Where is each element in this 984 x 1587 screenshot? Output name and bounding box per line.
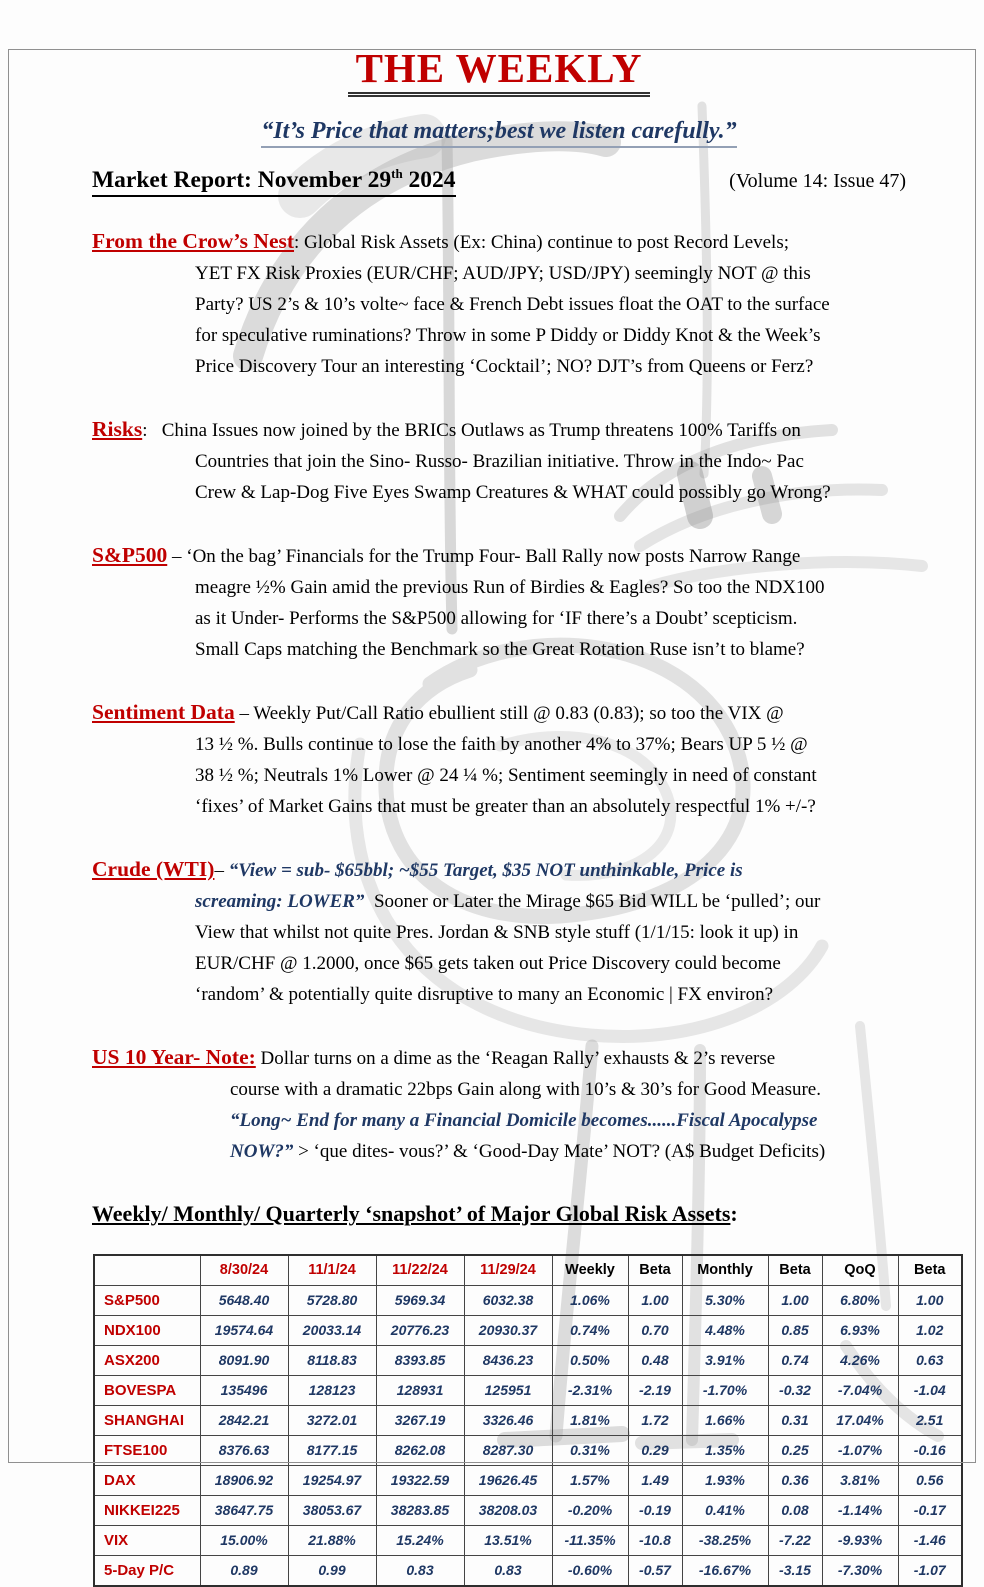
table-cell: 5728.80 (288, 1285, 376, 1315)
table-cell: -0.60% (552, 1555, 628, 1586)
body-text: course with a dramatic 22bps Gain along with 10’s & 30’s for Good Measure. (230, 1078, 821, 1100)
report-heading-ordinal: th (391, 166, 403, 181)
table-title-text: Weekly/ Monthly/ Quarterly ‘snapshot’ of Major Global Risk Assets (92, 1200, 731, 1226)
table-cell: 0.74% (552, 1315, 628, 1345)
table-cell: 0.31 (768, 1405, 822, 1435)
body-text: 38 ½ %; Neutrals 1% Lower @ 24 ¼ %; Sentiment seemingly in need of constant (195, 764, 817, 786)
row-label: NIKKEI225 (94, 1495, 200, 1525)
column-header: 11/22/24 (376, 1255, 464, 1286)
text-line (230, 1105, 906, 1136)
table-cell: -0.17 (898, 1495, 962, 1525)
table-cell: -0.19 (628, 1495, 682, 1525)
table-cell: 128123 (288, 1375, 376, 1405)
table-head (94, 1255, 962, 1286)
table-cell: -1.04 (898, 1375, 962, 1405)
body-text: : Global Risk Assets (Ex: China) continue to post Record Levels; (294, 231, 790, 253)
body-text: for speculative ruminations? Throw in some P Diddy or Diddy Knot & the Week’s (195, 324, 821, 346)
body-text: 13 ½ %. Bulls continue to lose the faith by another 4% to 37%; Bears UP 5 ½ @ (195, 733, 808, 755)
table-cell: -7.22 (768, 1525, 822, 1555)
table-cell: 0.50% (552, 1345, 628, 1375)
table-cell: -2.31% (552, 1375, 628, 1405)
text-line (195, 572, 906, 603)
quote-text: screaming: LOWER” (195, 890, 365, 912)
table-cell: 3326.46 (464, 1405, 552, 1435)
table-cell: 38647.75 (200, 1495, 288, 1525)
table-row (94, 1375, 962, 1405)
row-label: BOVESPA (94, 1375, 200, 1405)
row-label: VIX (94, 1525, 200, 1555)
table-cell: 5648.40 (200, 1285, 288, 1315)
text-line (195, 760, 906, 791)
newsletter-page (0, 44, 984, 1587)
table-cell: 15.24% (376, 1525, 464, 1555)
table-cell: 5969.34 (376, 1285, 464, 1315)
column-header: Beta (768, 1255, 822, 1286)
row-label: ASX200 (94, 1345, 200, 1375)
table-cell: -9.93% (822, 1525, 898, 1555)
table-cell: 20776.23 (376, 1315, 464, 1345)
table-cell: 1.66% (682, 1405, 768, 1435)
body-text: – (214, 859, 229, 881)
table-cell: 4.26% (822, 1345, 898, 1375)
table-cell: 6.93% (822, 1315, 898, 1345)
table-cell: 0.48 (628, 1345, 682, 1375)
text-line (195, 351, 906, 382)
table-cell: 19574.64 (200, 1315, 288, 1345)
section-crows-nest (92, 226, 906, 382)
table-cell: -38.25% (682, 1525, 768, 1555)
section-heading: From the Crow’s Nest (92, 228, 295, 253)
section-heading: US 10 Year- Note: (92, 1044, 256, 1069)
column-header: Beta (898, 1255, 962, 1286)
column-header: QoQ (822, 1255, 898, 1286)
table-cell: 0.70 (628, 1315, 682, 1345)
table-cell: 135496 (200, 1375, 288, 1405)
row-label: 5-Day P/C (94, 1555, 200, 1586)
table-cell: 38208.03 (464, 1495, 552, 1525)
text-line (195, 446, 906, 477)
table-row (94, 1285, 962, 1315)
table-row (94, 1555, 962, 1586)
volume-label: (Volume 14: Issue 47) (729, 169, 906, 192)
table-cell: 8436.23 (464, 1345, 552, 1375)
table-cell: 38053.67 (288, 1495, 376, 1525)
quote-text: “View = sub- $65bbl; ~$55 Target, $35 NOT unthinkable, Price is (228, 859, 743, 881)
snapshot-table (93, 1254, 963, 1587)
table-cell: 19322.59 (376, 1465, 464, 1495)
body-text: as it Under- Performs the S&P500 allowing for ‘IF there’s a Doubt’ scepticism. (195, 607, 798, 629)
table-row (94, 1495, 962, 1525)
table-cell: 6032.38 (464, 1285, 552, 1315)
table-cell: -1.07 (898, 1555, 962, 1586)
table-cell: 0.74 (768, 1345, 822, 1375)
table-cell: 21.88% (288, 1525, 376, 1555)
table-cell: 8287.30 (464, 1435, 552, 1465)
table-cell: 38283.85 (376, 1495, 464, 1525)
table-cell: 1.00 (628, 1285, 682, 1315)
table-cell: 1.93% (682, 1465, 768, 1495)
table-cell: -11.35% (552, 1525, 628, 1555)
table-cell: 1.00 (898, 1285, 962, 1315)
table-cell: 19254.97 (288, 1465, 376, 1495)
body-text: – Weekly Put/Call Ratio ebullient still @ 0.83 (0.83); so too the VIX @ (234, 702, 784, 724)
table-cell: -7.30% (822, 1555, 898, 1586)
body-text: Dollar turns on a dime as the ‘Reagan Rally’ exhausts & 2’s reverse (255, 1047, 776, 1069)
section-crude (92, 854, 906, 1010)
table-cell: 0.63 (898, 1345, 962, 1375)
table-cell: -3.15 (768, 1555, 822, 1586)
table-body (94, 1285, 962, 1586)
column-header: Beta (628, 1255, 682, 1286)
text-line (92, 226, 906, 258)
body-text: Small Caps matching the Benchmark so the Great Rotation Ruse isn’t to blame? (195, 638, 805, 660)
section-heading: Crude (WTI) (92, 856, 215, 881)
body-text: Party? US 2’s & 10’s volte~ face & French Debt issues float the OAT to the surface (195, 293, 830, 315)
table-cell: 8262.08 (376, 1435, 464, 1465)
text-line (195, 979, 906, 1010)
table-cell: 8393.85 (376, 1345, 464, 1375)
table-row (94, 1405, 962, 1435)
table-cell: 0.85 (768, 1315, 822, 1345)
body-text: : China Issues now joined by the BRICs Outlaws as Trump threatens 100% Tariffs on (142, 419, 801, 441)
table-cell: 0.56 (898, 1465, 962, 1495)
report-heading-year: 2024 (402, 166, 456, 193)
body-text: Crew & Lap-Dog Five Eyes Swamp Creatures & WHAT could possibly go Wrong? (195, 481, 831, 503)
table-cell: -2.19 (628, 1375, 682, 1405)
table-cell: 4.48% (682, 1315, 768, 1345)
table-cell: 8118.83 (288, 1345, 376, 1375)
column-header: 11/1/24 (288, 1255, 376, 1286)
table-cell: 0.08 (768, 1495, 822, 1525)
table-cell: 8177.15 (288, 1435, 376, 1465)
text-line (92, 1042, 906, 1074)
body-text: meagre ½% Gain amid the previous Run of Birdies & Eagles? So too the NDX100 (195, 576, 825, 598)
table-title (92, 1201, 906, 1227)
row-label: SHANGHAI (94, 1405, 200, 1435)
tagline-row (92, 118, 906, 145)
table-cell: 18906.92 (200, 1465, 288, 1495)
table-cell: 1.57% (552, 1465, 628, 1495)
row-label: FTSE100 (94, 1435, 200, 1465)
sections (92, 226, 906, 1167)
table-cell: 1.35% (682, 1435, 768, 1465)
table-cell: 13.51% (464, 1525, 552, 1555)
text-line (195, 948, 906, 979)
report-heading-text: Market Report: November 29 (92, 166, 392, 193)
row-label: NDX100 (94, 1315, 200, 1345)
body-text: View that whilst not quite Pres. Jordan & SNB style stuff (1/1/15: look it up) in (195, 921, 799, 943)
column-header: 8/30/24 (200, 1255, 288, 1286)
table-cell: 128931 (376, 1375, 464, 1405)
text-line (92, 854, 906, 886)
table-cell: 5.30% (682, 1285, 768, 1315)
table-cell: 0.36 (768, 1465, 822, 1495)
table-cell: 1.02 (898, 1315, 962, 1345)
table-cell: 0.89 (200, 1555, 288, 1586)
table-cell: -0.57 (628, 1555, 682, 1586)
row-label: DAX (94, 1465, 200, 1495)
table-cell: -0.16 (898, 1435, 962, 1465)
text-line (195, 791, 906, 822)
table-cell: -10.8 (628, 1525, 682, 1555)
table-cell: 3267.19 (376, 1405, 464, 1435)
text-line (195, 729, 906, 760)
table-cell: 0.25 (768, 1435, 822, 1465)
table-cell: 2.51 (898, 1405, 962, 1435)
table-cell: 3.81% (822, 1465, 898, 1495)
column-header: 11/29/24 (464, 1255, 552, 1286)
table-cell: 3272.01 (288, 1405, 376, 1435)
table-cell: -1.70% (682, 1375, 768, 1405)
section-heading: Sentiment Data (92, 699, 235, 724)
text-line (195, 886, 906, 917)
text-line (195, 320, 906, 351)
text-line (195, 289, 906, 320)
table-row (94, 1435, 962, 1465)
quote-text: “Long~ End for many a Financial Domicile becomes......Fiscal Apocalypse (230, 1109, 818, 1131)
text-line (92, 414, 906, 446)
body-text: YET FX Risk Proxies (EUR/CHF; AUD/JPY; USD/JPY) seemingly NOT @ this (195, 262, 811, 284)
body-text: ‘random’ & potentially quite disruptive to many an Economic | FX environ? (195, 983, 774, 1005)
table-cell: 17.04% (822, 1405, 898, 1435)
row-label: S&P500 (94, 1285, 200, 1315)
table-cell: -0.32 (768, 1375, 822, 1405)
table-row (94, 1315, 962, 1345)
table-title-colon: : (730, 1200, 738, 1226)
column-header (94, 1255, 200, 1286)
table-cell: 1.06% (552, 1285, 628, 1315)
text-line (230, 1136, 906, 1167)
report-heading (92, 166, 456, 197)
body-text: > ‘que dites- vous?’ & ‘Good-Day Mate’ NOT? (A$ Budget Deficits) (293, 1140, 826, 1162)
body-text: EUR/CHF @ 1.2000, once $65 gets taken out Price Discovery could become (195, 952, 781, 974)
text-line (92, 540, 906, 572)
body-text: ‘fixes’ of Market Gains that must be greater than an absolutely respectful 1% +/-? (195, 795, 816, 817)
body-text: Countries that join the Sino- Russo- Brazilian initiative. Throw in the Indo~ Pac (195, 450, 804, 472)
table-cell: 0.29 (628, 1435, 682, 1465)
table-cell: 20033.14 (288, 1315, 376, 1345)
column-header: Monthly (682, 1255, 768, 1286)
body-text: – ‘On the bag’ Financials for the Trump Four- Ball Rally now posts Narrow Range (167, 545, 801, 567)
section-heading: S&P500 (92, 542, 168, 567)
table-cell: 0.41% (682, 1495, 768, 1525)
text-line (195, 477, 906, 508)
table-cell: 3.91% (682, 1345, 768, 1375)
table-cell: 1.72 (628, 1405, 682, 1435)
table-cell: 0.83 (464, 1555, 552, 1586)
table-cell: 20930.37 (464, 1315, 552, 1345)
table-cell: 19626.45 (464, 1465, 552, 1495)
text-line (195, 917, 906, 948)
section-risks (92, 414, 906, 508)
text-line (195, 258, 906, 289)
table-cell: 125951 (464, 1375, 552, 1405)
table-row (94, 1525, 962, 1555)
text-line (230, 1074, 906, 1105)
page-title: THE WEEKLY (348, 45, 651, 97)
body-text: Sooner or Later the Mirage $65 Bid WILL be ‘pulled’; our (364, 890, 821, 912)
table-cell: 0.83 (376, 1555, 464, 1586)
report-row (92, 166, 906, 197)
table-cell: -0.20% (552, 1495, 628, 1525)
text-line (195, 634, 906, 665)
table-cell: 6.80% (822, 1285, 898, 1315)
text-line (195, 603, 906, 634)
table-cell: 0.99 (288, 1555, 376, 1586)
quote-text: NOW?” (230, 1140, 294, 1162)
section-sp500 (92, 540, 906, 665)
table-header-row (94, 1255, 962, 1286)
table-cell: 8376.63 (200, 1435, 288, 1465)
tagline: “It’s Price that matters;best we listen carefully.” (261, 118, 736, 148)
table-cell: 1.00 (768, 1285, 822, 1315)
section-us10y (92, 1042, 906, 1167)
table-row (94, 1345, 962, 1375)
table-cell: -16.67% (682, 1555, 768, 1586)
table-cell: 0.31% (552, 1435, 628, 1465)
body-text: Price Discovery Tour an interesting ‘Cocktail’; NO? DJT’s from Queens or Ferz? (195, 355, 814, 377)
table-cell: 15.00% (200, 1525, 288, 1555)
table-cell: -7.04% (822, 1375, 898, 1405)
table-cell: 1.81% (552, 1405, 628, 1435)
text-line (92, 697, 906, 729)
table-cell: -1.14% (822, 1495, 898, 1525)
table-cell: -1.07% (822, 1435, 898, 1465)
table-cell: 1.49 (628, 1465, 682, 1495)
column-header: Weekly (552, 1255, 628, 1286)
table-row (94, 1465, 962, 1495)
masthead (92, 44, 906, 92)
section-sentiment (92, 697, 906, 822)
table-cell: 8091.90 (200, 1345, 288, 1375)
section-heading: Risks (92, 416, 143, 441)
table-cell: -1.46 (898, 1525, 962, 1555)
table-cell: 2842.21 (200, 1405, 288, 1435)
